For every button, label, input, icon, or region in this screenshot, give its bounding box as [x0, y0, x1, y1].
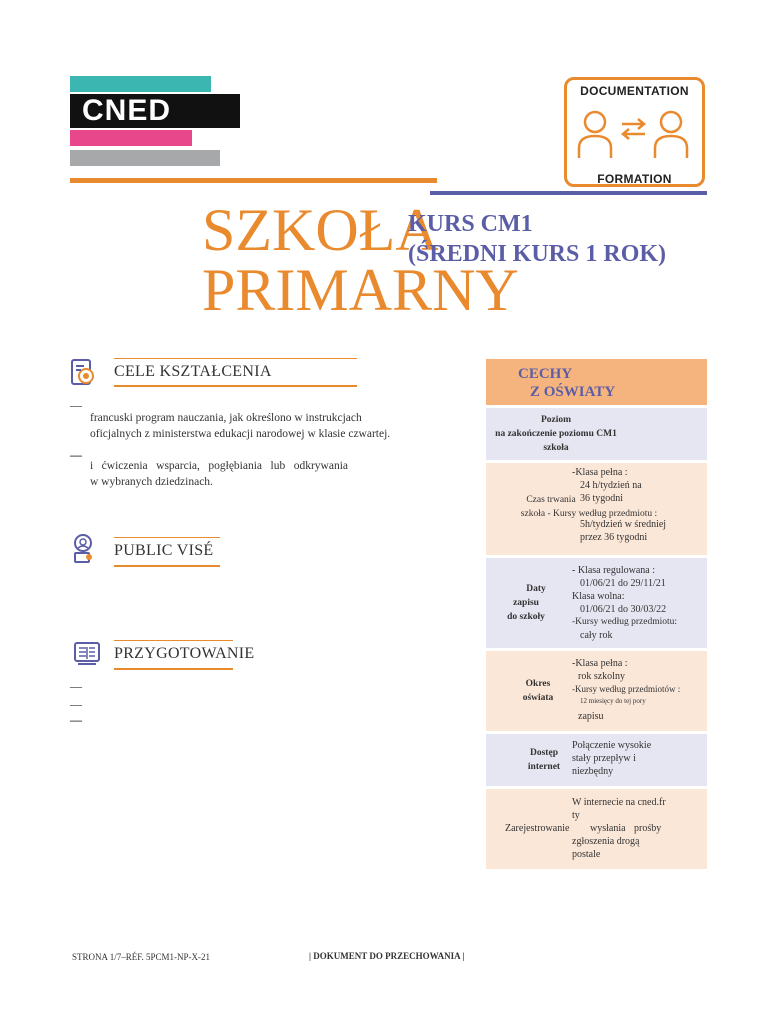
row-dates-label-3: do szkoły — [507, 612, 545, 622]
row-duration-value-2: 24 h/tydzień na — [580, 480, 642, 491]
badge-top-text: DOCUMENTATION — [580, 84, 689, 98]
header-orange-line — [70, 178, 437, 183]
row-duration-value-4: 5h/tydzień w średniej — [580, 519, 667, 530]
table-row-period — [486, 651, 707, 731]
objectives-bottom-line — [114, 385, 357, 387]
people-exchange-icon — [567, 102, 702, 162]
row-period-label-1: Okres — [525, 679, 551, 689]
row-internet-value — [572, 739, 651, 778]
row-internet-value-3: niezbędny — [572, 766, 614, 777]
row-dates-value-5: -Kursy według przedmiotu: — [572, 617, 678, 627]
row-internet-label-2: internet — [527, 762, 561, 772]
row-dates-label — [496, 582, 556, 624]
preparation-dash-2: — — [70, 697, 82, 711]
row-duration-label-2: szkoła - Kursy według przedmiotu : — [520, 509, 658, 519]
objectives-text-1-line-2: oficjalnych z ministerstwa edukacji narodowej w klasie czwartej. — [90, 428, 391, 440]
badge-bottom-text: FORMATION — [597, 172, 672, 186]
header-purple-line — [430, 191, 707, 195]
objectives-text-1-line-1: francuski program nauczania, jak określono w instrukcjach — [90, 412, 362, 424]
objectives-text-1 — [90, 410, 390, 442]
row-level-label — [486, 413, 626, 455]
objectives-text-2-line-1: i ćwiczenia wsparcia, pogłębiania lub odkrywania — [90, 460, 348, 472]
public-title: PUBLIC VISÉ — [114, 542, 214, 559]
book-screen-icon — [70, 639, 104, 669]
row-dates-value-2: 01/06/21 do 29/11/21 — [580, 578, 666, 589]
objectives-top-line — [114, 358, 357, 359]
row-dates-label-1: Daty — [526, 584, 546, 594]
preparation-dash-1: — — [70, 679, 82, 693]
row-period-value-3: -Kursy według przedmiotów : — [572, 684, 681, 694]
row-dates-value-3: Klasa wolna: — [572, 591, 625, 602]
row-duration-value-3: 36 tygodni — [580, 493, 624, 504]
preparation-dash-3: — — [70, 713, 82, 727]
table-row-dates — [486, 558, 707, 648]
row-duration-value — [572, 466, 666, 544]
preparation-title: PRZYGOTOWANIE — [114, 645, 255, 662]
row-level-label-3: szkoła — [543, 443, 569, 453]
row-registration-value-3: wysłania prośby — [590, 823, 662, 834]
preparation-top-line — [114, 640, 233, 641]
row-dates-value-4: 01/06/21 do 30/03/22 — [580, 604, 667, 615]
preparation-bottom-line — [114, 668, 233, 670]
row-internet-label — [514, 746, 574, 774]
objectives-dash-1: — — [70, 398, 82, 412]
table-header — [486, 359, 707, 405]
row-period-value-2: rok szkolny — [578, 671, 625, 682]
row-dates-label-2: zapisu — [513, 598, 539, 608]
row-level-label-1: Poziom — [540, 415, 572, 425]
row-period-label-2: oświata — [522, 693, 554, 703]
row-registration-value-1: W internecie na cned.fr — [572, 797, 666, 808]
table-row-registration — [486, 789, 707, 869]
row-dates-value-1: - Klasa regulowana : — [572, 565, 656, 576]
documentation-badge — [564, 77, 705, 187]
row-internet-value-1: Połączenie wysokie — [572, 740, 652, 751]
objectives-text-2 — [90, 458, 348, 490]
objectives-title: CELE KSZTAŁCENIA — [114, 363, 272, 380]
subtitle-line2: (ŚREDNI KURS 1 ROK) — [408, 241, 667, 267]
row-period-value-1: -Klasa pełna : — [572, 658, 628, 669]
logo-bar-gray — [70, 150, 220, 166]
table-header-line-1: CECHY — [518, 366, 573, 382]
target-clipboard-icon — [70, 357, 96, 387]
logo-bar-pink — [70, 130, 192, 146]
row-registration-value-4: zgłoszenia drogą — [572, 836, 640, 847]
row-duration-value-1: -Klasa pełna : — [572, 467, 628, 478]
table-header-text — [518, 365, 615, 401]
table-row-duration — [486, 463, 707, 555]
row-dates-value-6: cały rok — [580, 630, 613, 641]
row-period-label — [508, 677, 568, 705]
row-period-value-5: zapisu — [578, 711, 604, 722]
row-registration-value-5: postale — [572, 849, 601, 860]
row-registration-label: Zarejestrowanie — [505, 823, 570, 834]
table-row-internet — [486, 734, 707, 786]
footer-reference: STRONA 1/7–RÉF. 5PCM1-NP-X-21 — [72, 952, 211, 962]
row-period-value-4: 12 miesięcy do tej pory — [580, 697, 646, 705]
table-header-line-2: Z OŚWIATY — [530, 384, 616, 400]
row-internet-value-2: stały przepływ i — [572, 753, 636, 764]
logo-text: CNED — [82, 94, 172, 127]
objectives-text-2-line-2: w wybranych dziedzinach. — [90, 476, 213, 488]
objectives-dash-2: — — [70, 448, 82, 462]
row-level-label-2: na zakończenie poziomu CM1 — [495, 429, 617, 439]
person-target-icon — [70, 533, 96, 563]
subtitle-line1: KURS CM1 — [408, 211, 533, 237]
logo-bar-teal — [70, 76, 211, 92]
row-period-value — [572, 657, 680, 723]
table-row-level — [486, 408, 707, 460]
title-line1: SZKOŁA — [202, 197, 439, 263]
title-line2: PRIMARNY — [202, 257, 519, 323]
row-registration-value-bottom — [572, 822, 662, 861]
footer-keep-note: | DOKUMENT DO PRZECHOWANIA | — [309, 951, 465, 961]
row-duration-label-1: Czas trwania — [526, 495, 576, 505]
public-top-line — [114, 537, 220, 538]
row-dates-value — [572, 564, 677, 642]
row-registration-value-top — [572, 796, 666, 822]
page-subtitle — [408, 209, 666, 269]
row-internet-label-1: Dostęp — [530, 748, 558, 758]
public-bottom-line — [114, 565, 220, 567]
row-duration-value-5: przez 36 tygodni — [580, 532, 648, 543]
row-registration-value-2: ty — [572, 810, 580, 821]
